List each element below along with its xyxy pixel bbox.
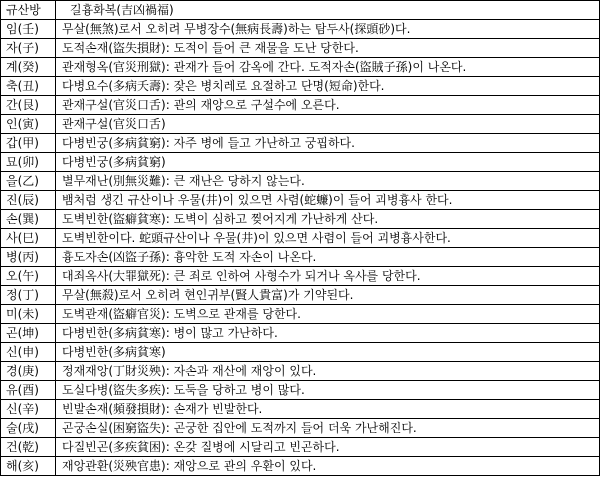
row-fortune: 다병빈한(多病貧寒): 병이 많고 가난하다. [56,324,600,343]
row-direction: 갑(甲) [1,134,56,153]
row-fortune: 정재재앙(丁財災殃): 자손과 재산에 재앙이 있다. [56,362,600,381]
row-direction: 건(乾) [1,438,56,457]
row-direction: 병(丙) [1,248,56,267]
row-fortune: 다병빈궁(多病貧窮): 자주 병에 들고 가난하고 궁핍하다. [56,134,600,153]
row-direction: 간(艮) [1,96,56,115]
table-row [1,191,600,210]
row-fortune: 관재구설(官災口舌) [56,115,600,134]
row-direction: 오(午) [1,267,56,286]
row-direction: 손(巽) [1,210,56,229]
table-row [1,267,600,286]
row-direction: 묘(卯) [1,153,56,172]
table-row [1,248,600,267]
table-row [1,324,600,343]
row-direction: 계(癸) [1,58,56,77]
row-fortune: 빈발손재(頻發損財): 손재가 빈발한다. [56,400,600,419]
row-direction: 해(亥) [1,457,56,476]
row-fortune: 재앙관환(災殃官患): 재앙으로 관의 우환이 있다. [56,457,600,476]
header-fortune: 길흉화복(吉凶禍福) [56,1,600,20]
row-direction: 유(酉) [1,381,56,400]
row-fortune: 곤궁손실(困窮盜失): 곤궁한 집안에 도적까지 들어 더욱 가난해진다. [56,419,600,438]
row-fortune: 도벽빈한(盜癖貧寒): 도벽이 심하고 찢어지게 가난하게 산다. [56,210,600,229]
row-fortune: 다병요수(多病夭壽): 잦은 병치레로 요절하고 단명(短命)한다. [56,77,600,96]
table-body [1,20,600,476]
table-row [1,305,600,324]
row-fortune: 별무재난(別無災難): 큰 재난은 당하지 않는다. [56,172,600,191]
table-row [1,362,600,381]
row-fortune: 도실다병(盜失多疾): 도둑을 당하고 병이 많다. [56,381,600,400]
table-row [1,419,600,438]
table-row [1,172,600,191]
row-fortune: 다병빈궁(多病貧窮) [56,153,600,172]
row-fortune: 도벽관재(盜癖官災): 도벽으로 관재를 당한다. [56,305,600,324]
header-direction: 규산방 [1,1,56,20]
table-row [1,20,600,39]
row-direction: 축(丑) [1,77,56,96]
table-row [1,77,600,96]
row-direction: 경(庚) [1,362,56,381]
table-row [1,39,600,58]
row-direction: 진(辰) [1,191,56,210]
row-fortune: 무살(無殺)로서 오히려 현인귀부(賢人貴富)가 기약된다. [56,286,600,305]
row-fortune: 대죄옥사(大罪獄死): 큰 죄로 인하여 사형수가 되거나 옥사를 당한다. [56,267,600,286]
table-row [1,58,600,77]
row-fortune: 다병빈한(多病貧寒) [56,343,600,362]
table-row [1,210,600,229]
row-fortune: 도벽빈한이다. 蛇頭규산이나 우물(井)이 있으면 사렴이 들어 괴병흉사한다. [56,229,600,248]
row-direction: 인(寅) [1,115,56,134]
row-direction: 신(申) [1,343,56,362]
table-row [1,400,600,419]
row-direction: 자(子) [1,39,56,58]
row-fortune: 관재구설(官災口舌): 관의 재앙으로 구설수에 오른다. [56,96,600,115]
table-row [1,96,600,115]
row-direction: 임(壬) [1,20,56,39]
row-direction: 신(辛) [1,400,56,419]
row-direction: 술(戌) [1,419,56,438]
table-row [1,286,600,305]
table-row [1,343,600,362]
table-row [1,115,600,134]
row-direction: 미(未) [1,305,56,324]
table-row [1,438,600,457]
table-row [1,229,600,248]
table-row [1,457,600,476]
row-fortune: 관재형옥(官災刑獄): 관재가 들어 감옥에 간다. 도적자손(盜賊子孫)이 나온다. [56,58,600,77]
row-direction: 정(丁) [1,286,56,305]
table-row [1,134,600,153]
row-fortune: 흉도자손(凶盜子孫): 흉악한 도적 자손이 나온다. [56,248,600,267]
row-direction: 곤(坤) [1,324,56,343]
row-fortune: 도적손재(盜失損財): 도적이 들어 큰 재물을 도난 당한다. [56,39,600,58]
table-row [1,153,600,172]
row-direction: 을(乙) [1,172,56,191]
row-fortune: 뱀처럼 생긴 규산이나 우물(井)이 있으면 사렴(蛇蠊)이 들어 괴병흉사 한다. [56,191,600,210]
table-row [1,381,600,400]
header-row [1,1,600,20]
row-fortune: 다질빈곤(多疾貧困): 온갖 질병에 시달리고 빈곤하다. [56,438,600,457]
row-direction: 사(巳) [1,229,56,248]
row-fortune: 무살(無煞)로서 오히려 무병장수(無病長壽)하는 탐두사(探頭砂)다. [56,20,600,39]
